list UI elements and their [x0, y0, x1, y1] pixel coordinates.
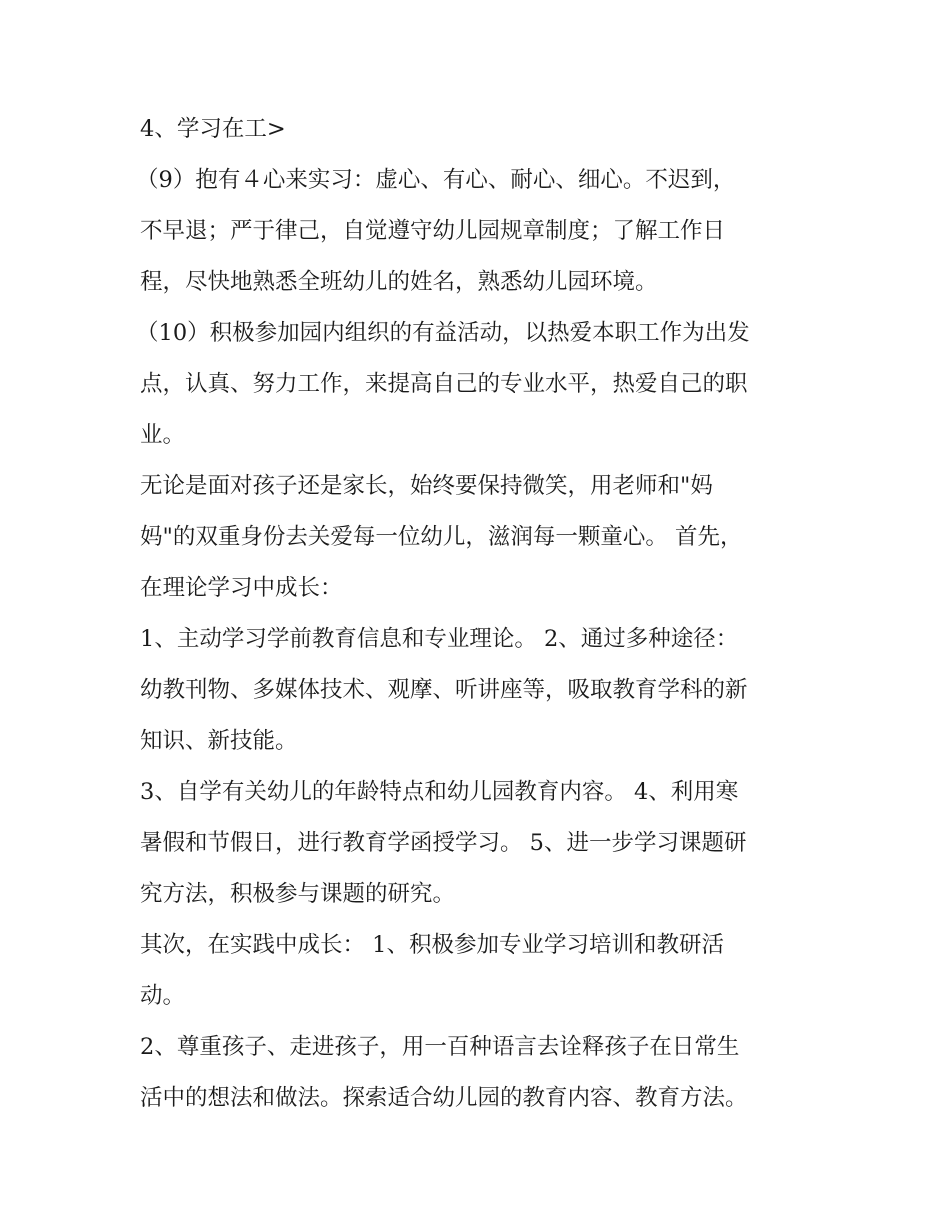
text-line: 动。: [140, 983, 186, 1009]
text-line: 2、尊重孩子、走进孩子，用一百种语言去诠释孩子在日常生: [140, 1034, 740, 1060]
text-line: （10）积极参加园内组织的有益活动，以热爱本职工作为出发: [136, 320, 750, 346]
text-line: 幼教刊物、多媒体技术、观摩、听讲座等，吸取教育学科的新: [140, 677, 748, 703]
text-line: 3、自学有关幼儿的年龄特点和幼儿园教育内容。 4、利用寒: [140, 779, 739, 805]
text-line: 点，认真、努力工作，来提高自己的专业水平，热爱自己的职: [140, 371, 748, 397]
text-line: 知识、新技能。: [140, 728, 298, 754]
text-line: 在理论学习中成长：: [140, 575, 343, 601]
text-line: 不早退；严于律己，自觉遵守幼儿园规章制度；了解工作日: [140, 218, 726, 244]
text-line: （9）抱有４心来实习：虚心、有心、耐心、细心。不迟到，: [136, 167, 736, 193]
text-line: 妈"的双重身份去关爱每一位幼儿，滋润每一颗童心。 首先，: [140, 524, 743, 550]
text-line: 1、主动学习学前教育信息和专业理论。 2、通过多种途径：: [140, 626, 739, 652]
text-line: 究方法，积极参与课题的研究。: [140, 881, 456, 907]
document-body: [136, 104, 830, 1124]
text-line: 暑假和节假日，进行教育学函授学习。 5、进一步学习课题研: [140, 830, 747, 856]
text-line: 4、学习在工>: [140, 116, 286, 142]
text-line: 无论是面对孩子还是家长，始终要保持微笑，用老师和"妈: [140, 473, 713, 499]
text-line: 程，尽快地熟悉全班幼儿的姓名，熟悉幼儿园环境。: [140, 269, 658, 295]
text-line: 活中的想法和做法。探索适合幼儿园的教育内容、教育方法。: [140, 1085, 748, 1111]
text-line: 其次，在实践中成长： 1、积极参加专业学习培训和教研活: [140, 932, 724, 958]
text-line: 业。: [140, 422, 186, 448]
